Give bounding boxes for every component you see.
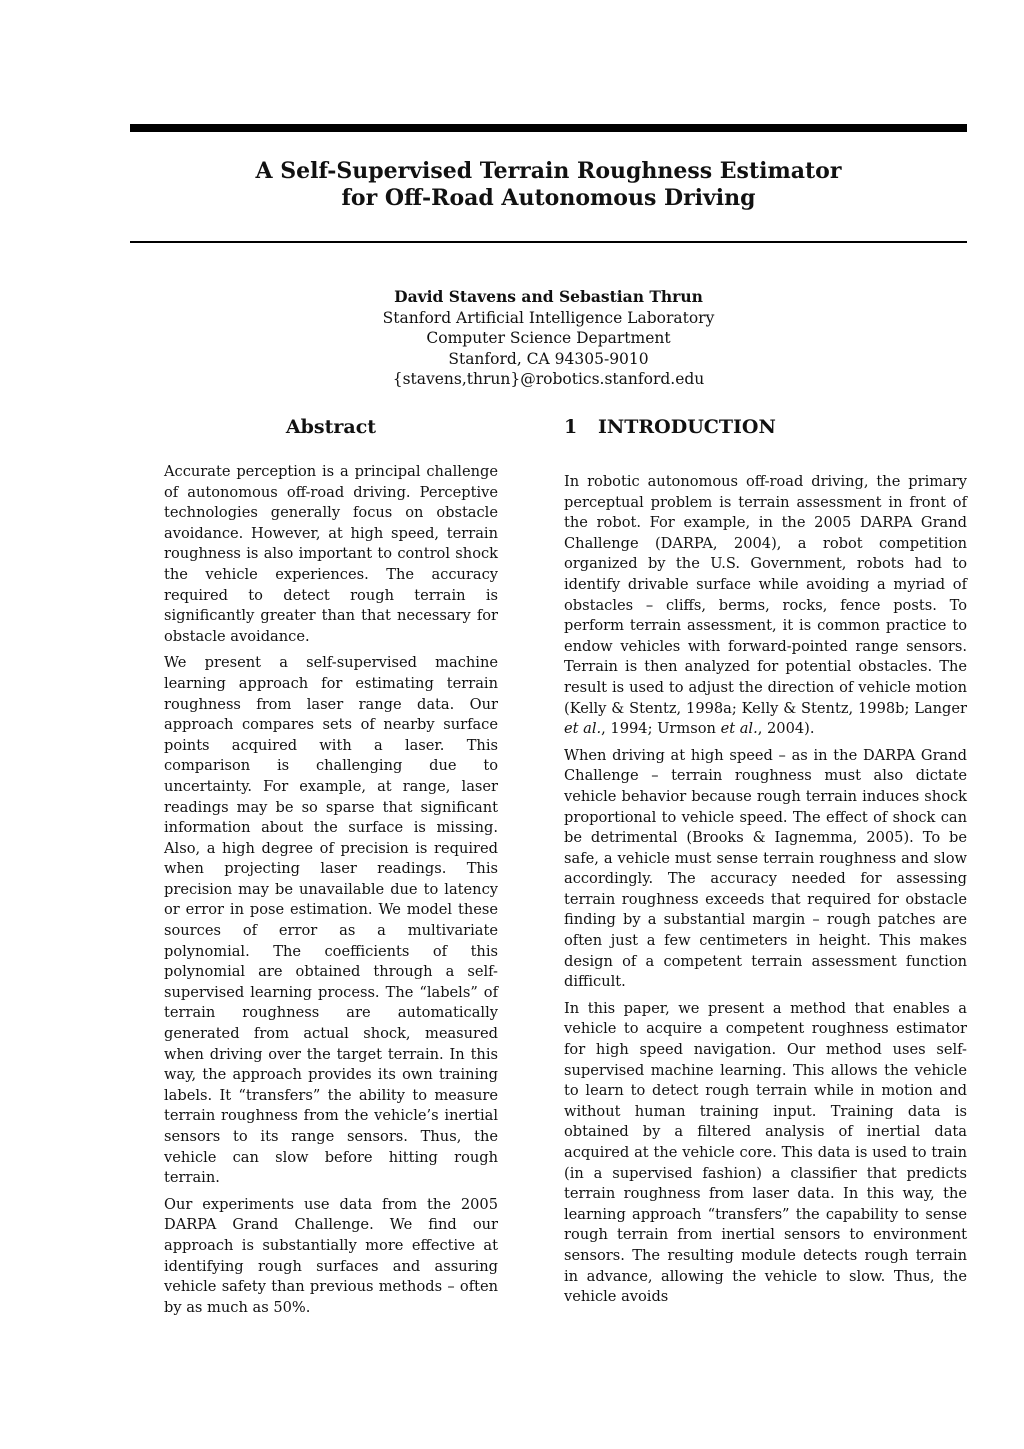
intro-p1-text-c: , 2004). [757, 720, 815, 738]
intro-paragraph-2: When driving at high speed – as in the DARPA Grand Challenge – terrain roughness must also dictate vehicle behavior because rough terrain induces shock proportional to vehicle speed. The effect of shock can be detrimental (Brooks & Iagnemma, 2005). To be safe, a vehicle must sense terrain roughness and slow accordingly. The accuracy needed for assessing terrain roughness exceeds that required for obstacle finding by a substantial margin – rough patches are often just a few centimeters in height. This makes design of a competent terrain assessment function difficult. [564, 746, 967, 991]
author-affiliation-lab: Stanford Artificial Intelligence Laboratory [382, 308, 715, 327]
paper-title [130, 158, 967, 212]
author-email: {stavens,thrun}@robotics.stanford.edu [392, 370, 705, 388]
intro-section-title: INTRODUCTION [598, 416, 776, 438]
title-line-1: A Self-Supervised Terrain Roughness Estimator [255, 158, 842, 184]
abstract-paragraph-3: Our experiments use data from the 2005 DARPA Grand Challenge. We find our approach is substantially more effective at identifying rough surfaces and assuring vehicle safety than previous methods – often by as much as 50%. [164, 1195, 498, 1316]
abstract-paragraph-1: Accurate perception is a principal challenge of autonomous off-road driving. Perceptive technologies generally focus on obstacle avoidance. However, at high speed, terrain roughness is also important to control shock the vehicle experiences. The accuracy required to detect rough terrain is significantly greater than that necessary for obstacle avoidance. [164, 463, 498, 645]
intro-p1-text-a: In robotic autonomous off-road driving, the primary perceptual problem is terrain assessment in front of the robot. For example, in the 2005 DARPA Grand Challenge (DARPA, 2004), a robot competition organized by the U.S. Government, robots had to identify drivable surface while avoiding a myriad of obstacles – cliffs, berms, rocks, fence posts. To perform terrain assessment, it is common practice to endow vehicles with forward-pointed range sensors. Terrain is then analyzed for potential obstacles. The result is used to adjust the direction of vehicle motion (Kelly & Stentz, 1998a; Kelly & Stentz, 1998b; Langer [564, 473, 967, 717]
intro-p1-text-b: , 1994; Urmson [601, 720, 721, 738]
author-block [130, 287, 967, 390]
abstract-paragraph-2: We present a self-supervised machine learning approach for estimating terrain roughness from laser range data. Our approach compares sets of nearby surface points acquired with a laser. This comparison is challenging due to uncertainty. For example, at range, laser readings may be so sparse that significant information about the surface is missing. Also, a high degree of precision is required when projecting laser readings. This precision may be unavailable due to latency or error in pose estimation. We model these sources of error as a multivariate polynomial. The coefficients of this polynomial are obtained through a self-supervised learning process. The “labels” of terrain roughness are automatically generated from actual shock, measured when driving over the target terrain. In this way, the approach provides its own training labels. It “transfers” the ability to measure terrain roughness from the vehicle’s inertial sensors to its range sensors. Thus, the vehicle can slow before hitting rough terrain. [164, 654, 498, 1187]
abstract-heading: Abstract [285, 416, 377, 438]
abstract-column [164, 462, 498, 1324]
intro-column [564, 472, 967, 1314]
intro-heading [564, 416, 967, 438]
intro-section-number: 1 [564, 416, 578, 438]
author-affiliation-dept: Computer Science Department [426, 329, 671, 347]
top-rule [130, 124, 967, 132]
title-rule [130, 241, 967, 243]
intro-paragraph-1 [564, 472, 967, 740]
author-names: David Stavens and Sebastian Thrun [394, 287, 703, 306]
author-address: Stanford, CA 94305-9010 [448, 349, 649, 368]
intro-paragraph-3: In this paper, we present a method that enables a vehicle to acquire a competent roughness estimator for high speed navigation. Our method uses self-supervised machine learning. This allows the vehicle to learn to detect rough terrain while in motion and without human training input. Training data is obtained by a filtered analysis of inertial data acquired at the vehicle core. This data is used to train (in a supervised fashion) a classifier that predicts terrain roughness from laser data. In this way, the learning approach “transfers” the capability to sense rough terrain from inertial sensors to environment sensors. The resulting module detects rough terrain in advance, allowing the vehicle to slow. Thus, the vehicle avoids [564, 999, 967, 1306]
intro-p1-etal-2: et al. [720, 720, 758, 738]
title-line-2: for Off-Road Autonomous Driving [341, 185, 756, 211]
intro-p1-etal-1: et al. [564, 720, 602, 738]
